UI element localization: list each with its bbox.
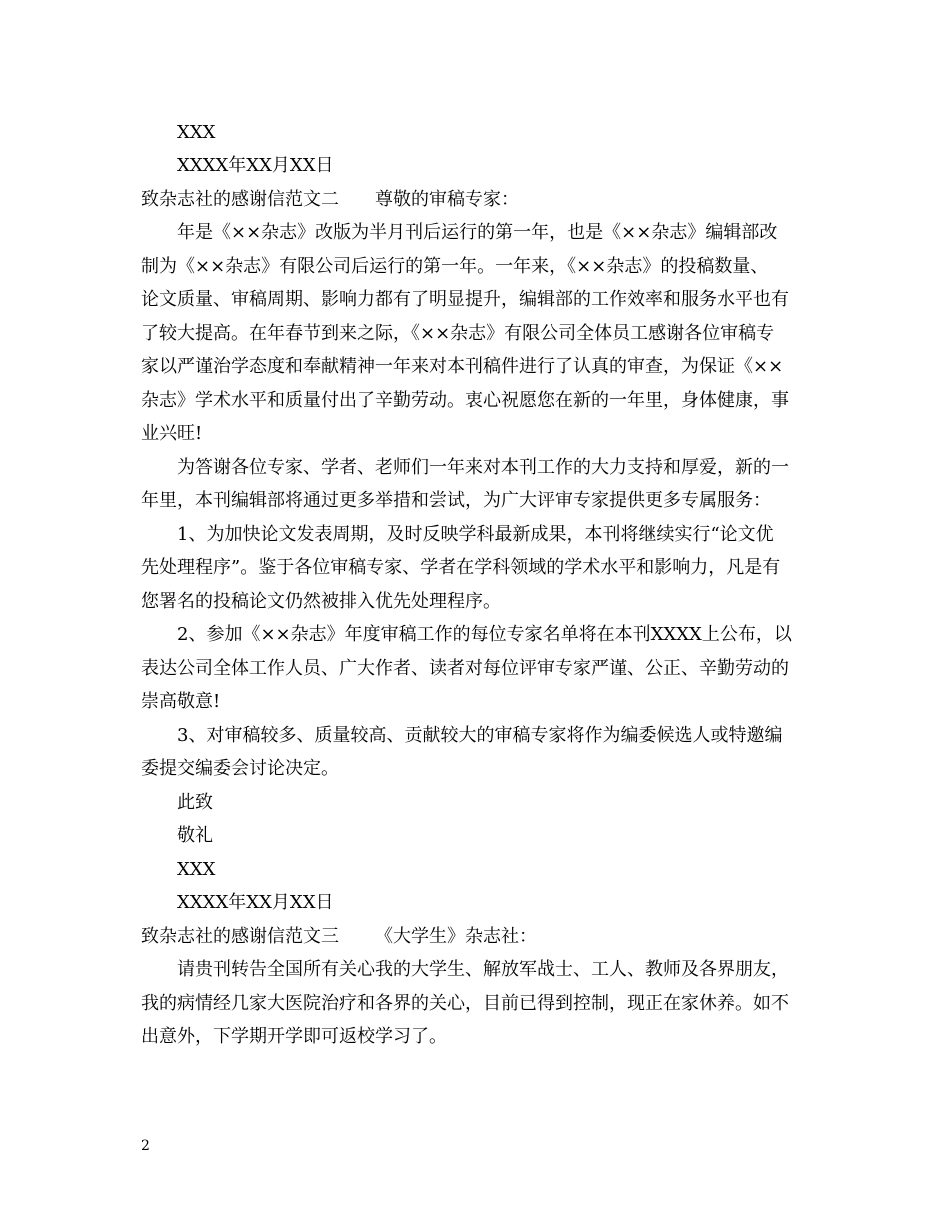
paragraph-line: 年是《××杂志》改版为半月刊后运行的第一年，也是《××杂志》编辑部改	[177, 222, 778, 243]
paragraph-line: 制为《××杂志》有限公司后运行的第一年。一年来，《××杂志》的投稿数量、	[141, 256, 769, 277]
list-item-line: 先处理程序”。鉴于各位审稿专家、学者在学科领域的学术水平和影响力，凡是有	[141, 557, 781, 578]
list-item-line: 表达公司全体工作人员、广大作者、读者对每位评审专家严谨、公正、辛勤劳动的	[141, 658, 789, 679]
closing-line: 敬礼	[177, 825, 213, 846]
section-heading	[141, 183, 519, 216]
closing-line: 此致	[177, 792, 213, 813]
salutation: 尊敬的审稿专家：	[375, 189, 519, 210]
list-item-line: 1、为加快论文发表周期，及时反映学科最新成果，本刊将继续实行“论文优	[177, 524, 774, 545]
paragraph-line: 业兴旺!	[141, 423, 203, 444]
section-title: 致杂志社的感谢信范文三	[141, 926, 339, 947]
paragraph-line: 论文质量、审稿周期、影响力都有了明显提升，编辑部的工作效率和服务水平也有	[141, 289, 789, 310]
paragraph-line: 为答谢各位专家、学者、老师们一年来对本刊工作的大力支持和厚爱，新的一	[177, 457, 789, 478]
list-item-line: 3、对审稿较多、质量较高、贡献较大的审稿专家将作为编委候选人或特邀编	[177, 725, 783, 746]
paragraph-line: 请贵刊转告全国所有关心我的大学生、解放军战士、工人、教师及各界朋友，	[177, 959, 789, 980]
paragraph-line: 我的病情经几家大医院治疗和各界的关心，目前已得到控制，现正在家休养。如不	[141, 993, 789, 1014]
salutation: 《大学生》杂志社：	[375, 926, 537, 947]
paragraph-line: 杂志》学术水平和质量付出了辛勤劳动。衷心祝愿您在新的一年里，身体健康，事	[141, 390, 789, 411]
page-number: 2	[141, 1138, 150, 1154]
list-item-line: 您署名的投稿论文仍然被排入优先处理程序。	[141, 591, 501, 612]
list-item-line: 2、参加《××杂志》年度审稿工作的每位专家名单将在本刊XXXX上公布，以	[177, 624, 792, 645]
paragraph-line: 年里，本刊编辑部将通过更多举措和尝试，为广大评审专家提供更多专属服务：	[141, 490, 771, 511]
signature-name: XXX	[177, 859, 216, 880]
paragraph-line: 了较大提高。在年春节到来之际，《××杂志》有限公司全体员工感谢各位审稿专	[141, 323, 775, 344]
list-item-line: 崇高敬意!	[141, 691, 221, 712]
list-item-line: 委提交编委会讨论决定。	[141, 758, 339, 779]
section-heading	[141, 920, 537, 953]
signature-date: XXXX年XX月XX日	[177, 892, 334, 913]
paragraph-line: 出意外，下学期开学即可返校学习了。	[141, 1026, 447, 1047]
signature-date: XXXX年XX月XX日	[177, 155, 334, 176]
paragraph-line: 家以严谨治学态度和奉献精神一年来对本刊稿件进行了认真的审查，为保证《××	[141, 356, 784, 377]
section-title: 致杂志社的感谢信范文二	[141, 189, 339, 210]
signature-name: XXX	[177, 122, 216, 143]
